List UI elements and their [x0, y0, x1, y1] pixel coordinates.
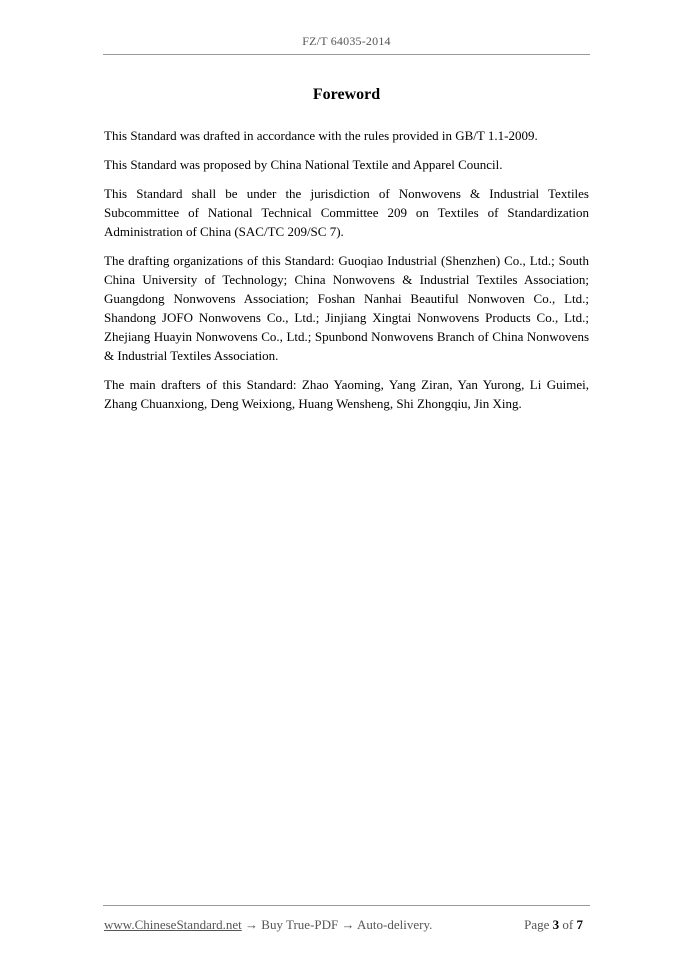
auto-delivery-text: Auto-delivery.	[357, 917, 433, 932]
standard-code-header: FZ/T 64035-2014	[302, 34, 391, 48]
page-title: Foreword	[312, 86, 381, 103]
current-page-number: 3	[552, 917, 560, 932]
paragraph-jurisdiction: This Standard shall be under the jurisdiction of Nonwovens & Industrial Textiles Subcommittee of National Technical Committee 209 on Textiles of Standardization Administration of China (SAC/TC 209/SC 7).	[104, 186, 589, 239]
page-footer	[104, 917, 589, 933]
header-divider	[103, 54, 590, 55]
website-link[interactable]: www.ChineseStandard.net	[104, 917, 242, 932]
page-indicator	[524, 917, 583, 933]
arrow-right-icon: →	[341, 917, 355, 932]
page-label: Page	[524, 917, 550, 932]
page-of-label: of	[562, 917, 574, 932]
foreword-body	[104, 126, 589, 423]
total-page-number: 7	[576, 917, 583, 932]
paragraph-main-drafters: The main drafters of this Standard: Zhao Yaoming, Yang Ziran, Yan Yurong, Li Guimei, Zhang Chuanxiong, Deng Weixiong, Huang Wensheng, Shi Zhongqiu, Jin Xing.	[104, 377, 589, 411]
paragraph-proposed-by: This Standard was proposed by China National Textile and Apparel Council.	[104, 157, 503, 172]
footer-divider	[103, 905, 590, 906]
paragraph-drafting-organizations: The drafting organizations of this Standard: Guoqiao Industrial (Shenzhen) Co., Ltd.; South China University of Technology; China Nonwovens & Industrial Textiles Association; Guangdong Nonwovens Association; Foshan Nanhai Beautiful Nonwoven Co., Ltd.; Shandong JOFO Nonwovens Co., Ltd.; Jinjiang Xingtai Nonwovens Products Co., Ltd.; Zhejiang Huayin Nonwovens Co., Ltd.; Spunbond Nonwovens Branch of China Nonwovens & Industrial Textiles Association.	[104, 253, 589, 363]
buy-true-pdf-text: Buy True-PDF	[261, 917, 339, 932]
arrow-right-icon: →	[245, 917, 259, 932]
paragraph-drafting-rules: This Standard was drafted in accordance with the rules provided in GB/T 1.1-2009.	[104, 128, 538, 143]
